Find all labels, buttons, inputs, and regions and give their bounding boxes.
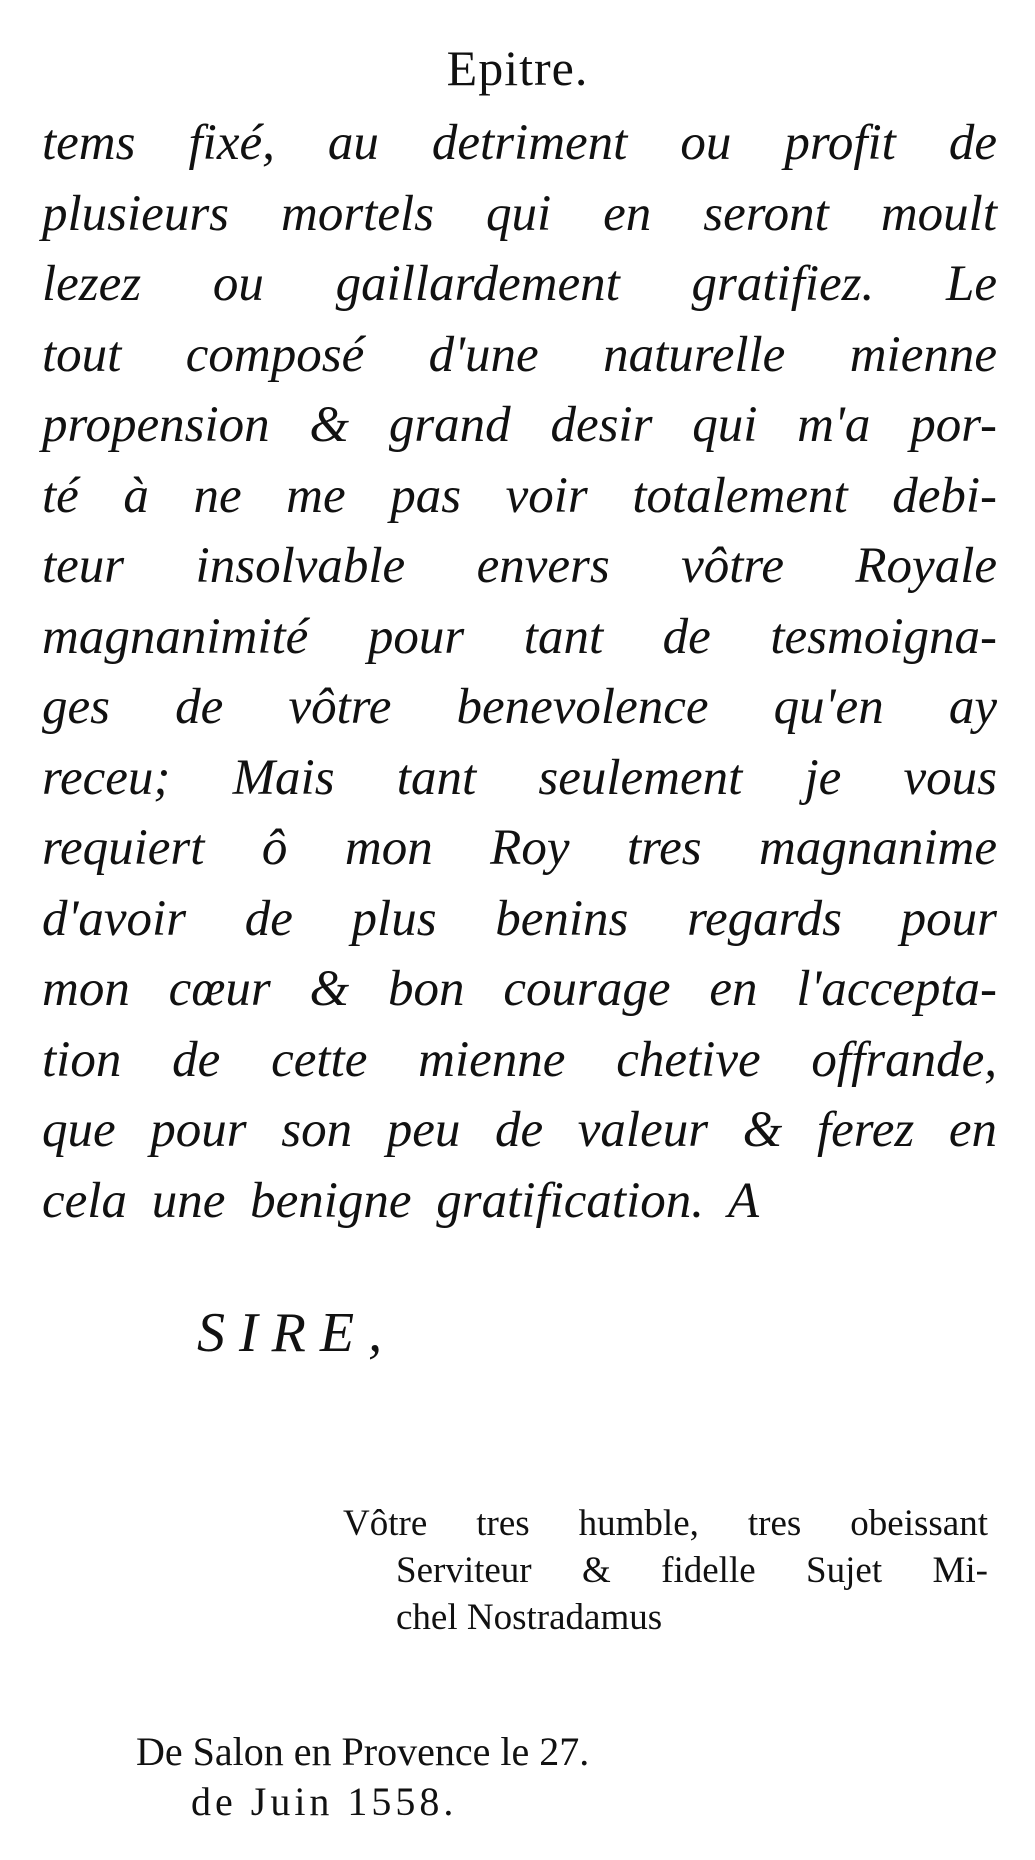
body-line: tems fixé, au detriment ou profit de <box>42 115 997 171</box>
body-line: que pour son peu de valeur & ferez en <box>42 1102 997 1158</box>
signature-block <box>343 1500 988 1641</box>
body-line: té à ne me pas voir totalement debi- <box>42 467 997 524</box>
body-line: receu; Mais tant seulement je vous <box>42 749 997 806</box>
body-line: plusieurs mortels qui en seront moult <box>42 185 997 242</box>
dateline-date: de Juin 1558. <box>191 1779 458 1824</box>
dateline-place: De Salon en Provence le 27. <box>136 1729 590 1774</box>
body-line: teur insolvable envers vôtre Royale <box>42 538 997 594</box>
body-text <box>42 108 997 1236</box>
signature-line: chel Nostradamus <box>396 1597 663 1638</box>
body-line: requiert ô mon Roy tres magnanime <box>42 820 997 876</box>
body-line: tion de cette mienne chetive offrande, <box>42 1031 997 1088</box>
signature-line: Serviteur & fidelle Sujet Mi- <box>396 1550 988 1591</box>
signature-line: Vôtre tres humble, tres obeissant <box>343 1503 988 1544</box>
body-line: magnanimité pour tant de tesmoigna- <box>42 608 997 665</box>
body-line: ges de vôtre benevolence qu'en ay <box>42 679 997 735</box>
running-head: Epitre. <box>446 40 589 96</box>
body-line: mon cœur & bon courage en l'accepta- <box>42 961 997 1017</box>
body-line: d'avoir de plus benins regards pour <box>42 890 997 947</box>
body-line: lezez ou gaillardement gratifiez. Le <box>42 256 997 312</box>
body-line: tout composé d'une naturelle mienne <box>42 326 997 383</box>
salutation: SIRE, <box>197 1302 397 1364</box>
body-line: propension & grand desir qui m'a por- <box>42 397 997 453</box>
dateline <box>136 1727 589 1827</box>
body-line: cela une benigne gratification. A <box>42 1172 760 1229</box>
